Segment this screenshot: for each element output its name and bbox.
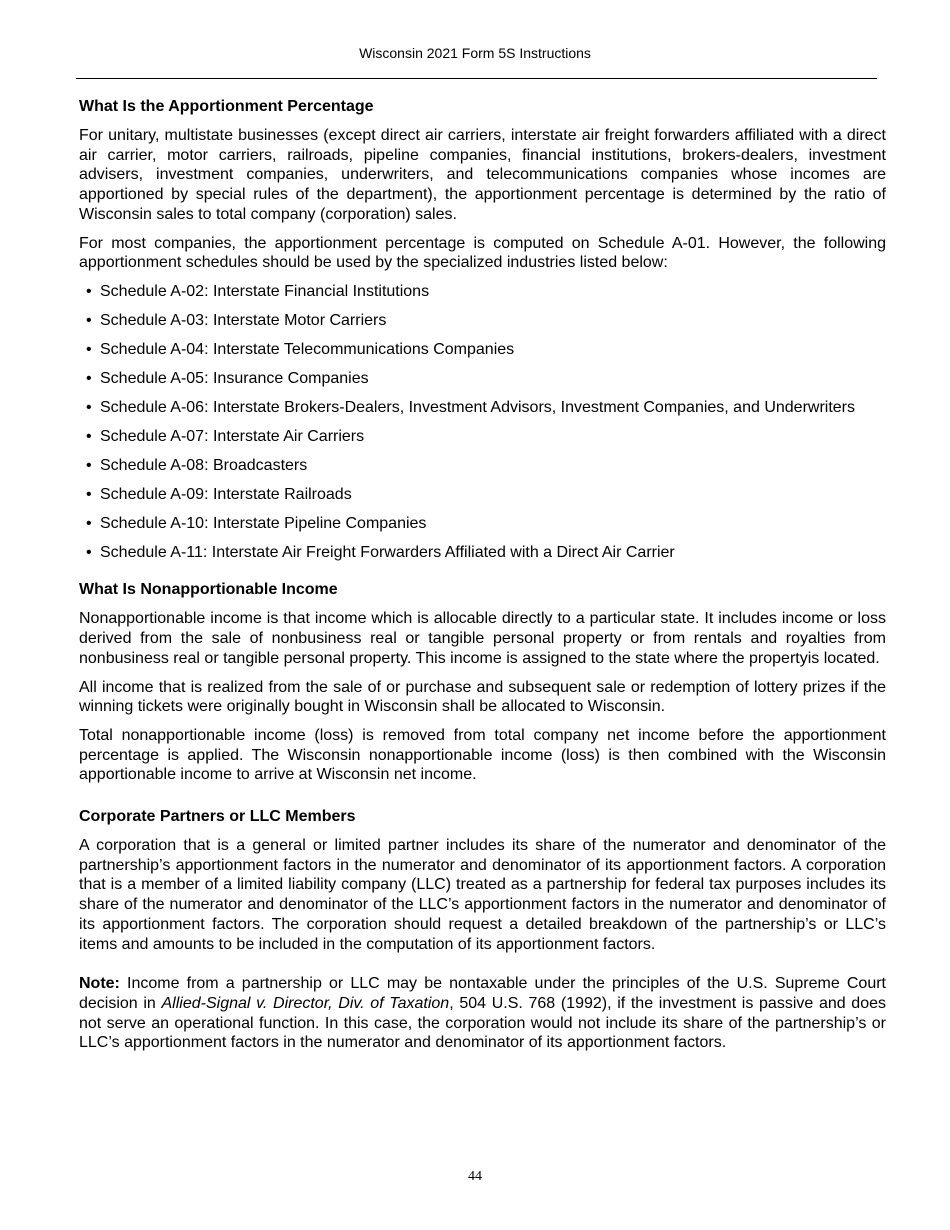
list-item: • Schedule A-10: Interstate Pipeline Companies [100, 514, 886, 534]
note-paragraph [79, 974, 886, 1053]
list-item: • Schedule A-04: Interstate Telecommunications Companies [100, 340, 886, 360]
list-item: • Schedule A-09: Interstate Railroads [100, 485, 886, 505]
list-item: • Schedule A-02: Interstate Financial Institutions [100, 282, 886, 302]
note-text: , 504 U.S. 768 (1992), if the investment is passive and does not serve an operational function. In this case, the corporation would not include its share of the partnership’s or LLC’s apportionment factors in the numerator and denominator of its apportionment factors. [79, 994, 887, 1052]
paragraph: A corporation that is a general or limited partner includes its share of the numerator and denominator of the partnership’s apportionment factors in the numerator and denominator of its apportionment factors. A corporation that is a member of a limited liability company (LLC) treated as a partnership for federal tax purposes includes its share of the numerator and denominator of the LLC’s apportionment factors in the numerator and denominator of its apportionment factors. The corporation should request a detailed breakdown of the partnership’s or LLC’s items and amounts to be included in the computation of its apportionment factors. [79, 837, 886, 953]
paragraph: All income that is realized from the sale of or purchase and subsequent sale or redemption of lottery prizes if the winning tickets were originally bought in Wisconsin shall be allocated to Wisconsin. [79, 678, 886, 716]
section-apportionment-percentage [79, 97, 886, 562]
paragraph: Total nonapportionable income (loss) is removed from total company net income before the apportionment percentage is applied. The Wisconsin nonapportionable income (loss) is then combined with the Wisconsin apportionable income to arrive at Wisconsin net income. [79, 726, 886, 784]
note-label: Note: [79, 975, 120, 993]
paragraph: For unitary, multistate businesses (except direct air carriers, interstate air freight forwarders affiliated with a direct air carrier, motor carriers, railroads, pipeline companies, financial institutions, brokers-dealers, investment advisers, investment companies, underwriters, and telecommunications companies whose incomes are apportioned by special rules of the department), the apportionment percentage is determined by the ratio of Wisconsin sales to total company (corporation) sales. [79, 127, 886, 223]
schedule-list [79, 282, 886, 563]
list-item: • Schedule A-08: Broadcasters [100, 456, 886, 476]
section-nonapportionable-income [79, 580, 886, 785]
section-heading: Corporate Partners or LLC Members [79, 808, 356, 826]
section-heading: What Is the Apportionment Percentage [79, 98, 374, 115]
case-citation: Allied-Signal v. Director, Div. of Taxation [161, 994, 450, 1012]
list-item: • Schedule A-11: Interstate Air Freight Forwarders Affiliated with a Direct Air Carrier [100, 543, 886, 563]
paragraph: Nonapportionable income is that income which is allocable directly to a particular state. It includes income or loss derived from the sale of nonbusiness real or tangible personal property or from rentals and royalties from nonbusiness real or tangible personal property. This income is assigned to the state where the propertyis located. [79, 610, 886, 667]
note-text: Income from a partnership or LLC may be nontaxable under the principles of the U.S. Supreme Court decision in [79, 975, 886, 1012]
list-item: • Schedule A-07: Interstate Air Carriers [100, 427, 886, 447]
header-divider [76, 78, 877, 79]
page-number: 44 [468, 1169, 482, 1184]
list-item: • Schedule A-03: Interstate Motor Carriers [100, 311, 886, 331]
paragraph: For most companies, the apportionment percentage is computed on Schedule A-01. However, the following apportionment schedules should be used by the specialized industries listed below: [79, 234, 886, 272]
section-corporate-partners [79, 807, 886, 954]
running-header: Wisconsin 2021 Form 5S Instructions [359, 45, 591, 61]
page-content [79, 97, 886, 1062]
list-item: • Schedule A-06: Interstate Brokers-Dealers, Investment Advisors, Investment Companies, and Underwriters [100, 398, 886, 418]
list-item: • Schedule A-05: Insurance Companies [100, 369, 886, 389]
section-heading: What Is Nonapportionable Income [79, 581, 338, 599]
